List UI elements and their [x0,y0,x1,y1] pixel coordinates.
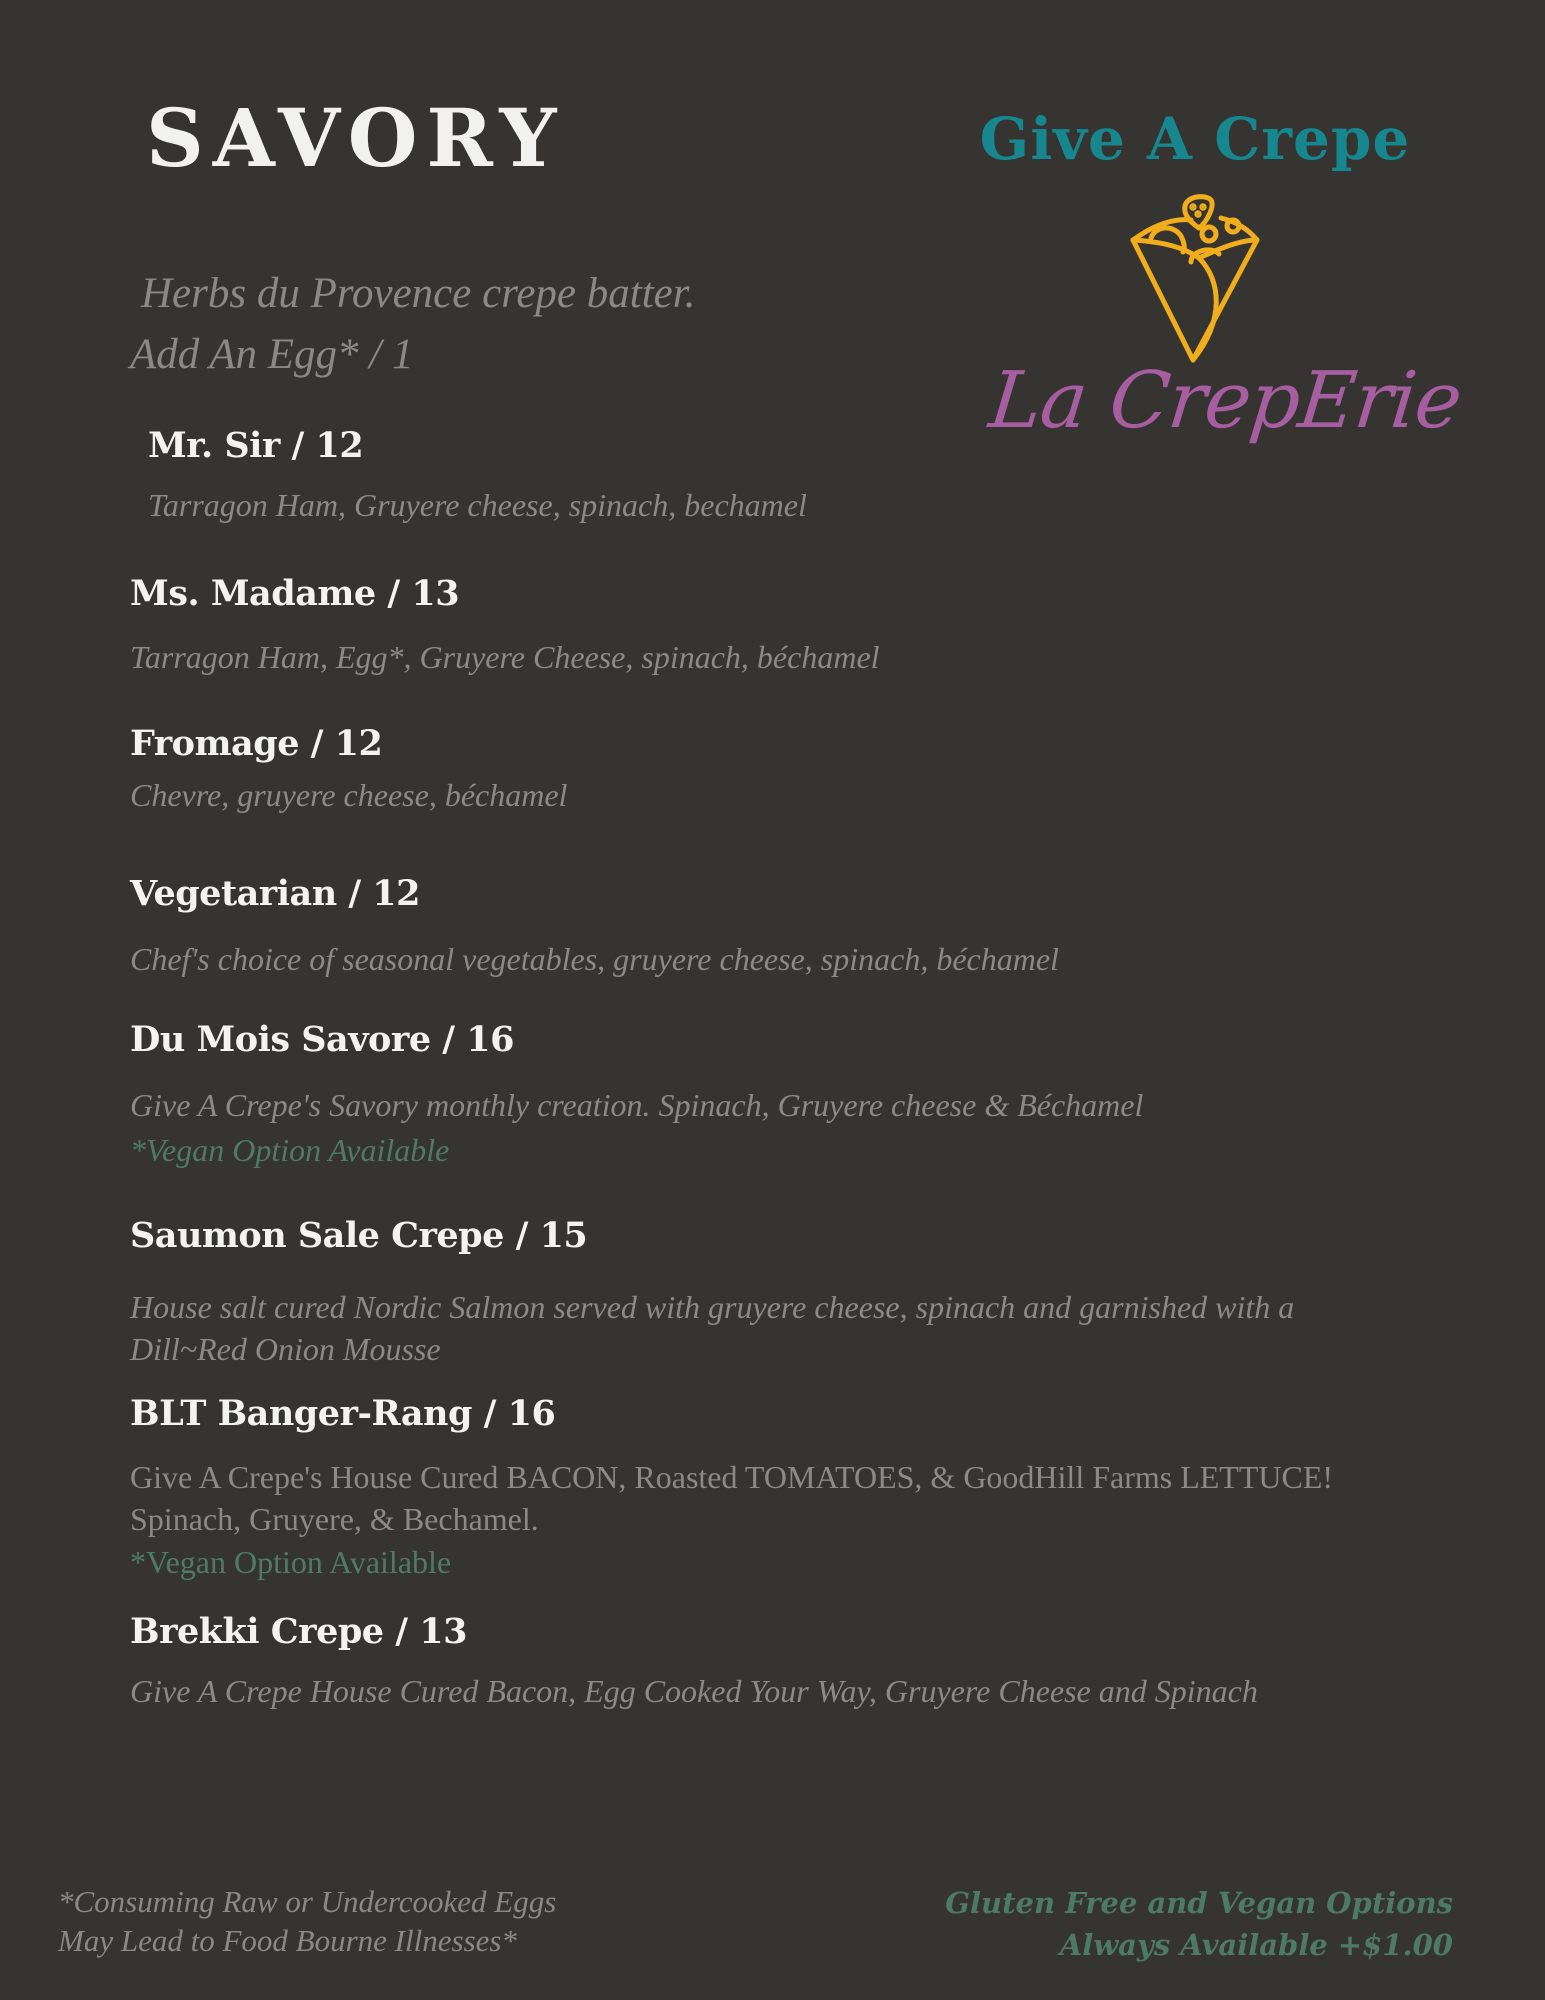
menu-item-description: Tarragon Ham, Gruyere cheese, spinach, bechamel [148,487,807,523]
menu-item-name: Vegetarian / 12 [130,873,421,914]
menu-item-name: Fromage / 12 [130,723,383,764]
menu-item-name: Mr. Sir / 12 [148,425,364,466]
brand-subtitle: La CrepErie [985,356,1466,446]
menu-item-description: Give A Crepe's Savory monthly creation. Spinach, Gruyere cheese & Béchamel [130,1087,1144,1123]
options-line: Gluten Free and Vegan Options [945,1886,1453,1920]
menu-item-description: Tarragon Ham, Egg*, Gruyere Cheese, spinach, béchamel [130,639,880,675]
options-line: Always Available +$1.00 [1059,1928,1453,1962]
page-title: SAVORY [146,91,566,185]
menu-item-name: Du Mois Savore / 16 [130,1019,514,1060]
menu-item-description: Give A Crepe's House Cured BACON, Roasted TOMATOES, & GoodHill Farms LETTUCE! [130,1459,1334,1495]
crepe-cone-icon [1125,192,1265,368]
dietary-options-note [945,1882,1453,1966]
menu-item-name: Ms. Madame / 13 [130,573,460,614]
disclaimer-line: *Consuming Raw or Undercooked Eggs [58,1884,557,1919]
menu-item-name: Saumon Sale Crepe / 15 [130,1215,588,1256]
batter-description: Herbs du Provence crepe batter. [141,270,696,317]
vegan-option-note: *Vegan Option Available [130,1544,452,1580]
menu-item-description-continued: Dill~Red Onion Mousse [130,1331,441,1367]
disclaimer-line: May Lead to Food Bourne Illnesses* [58,1923,517,1958]
raw-egg-disclaimer [58,1882,556,1960]
menu-item-name: BLT Banger-Rang / 16 [130,1393,556,1434]
brand-name: Give A Crepe [979,105,1411,173]
add-egg-option: Add An Egg* / 1 [130,331,414,378]
menu-item-description-continued: Spinach, Gruyere, & Bechamel. [130,1501,539,1537]
menu-item-name: Brekki Crepe / 13 [130,1611,467,1652]
menu-item-description: House salt cured Nordic Salmon served with gruyere cheese, spinach and garnished with a [130,1289,1295,1325]
menu-item-description: Give A Crepe House Cured Bacon, Egg Cooked Your Way, Gruyere Cheese and Spinach [130,1673,1258,1709]
menu-item-description: Chevre, gruyere cheese, béchamel [130,777,568,813]
menu-item-description: Chef's choice of seasonal vegetables, gruyere cheese, spinach, béchamel [130,941,1059,977]
vegan-option-note: *Vegan Option Available [130,1132,450,1168]
